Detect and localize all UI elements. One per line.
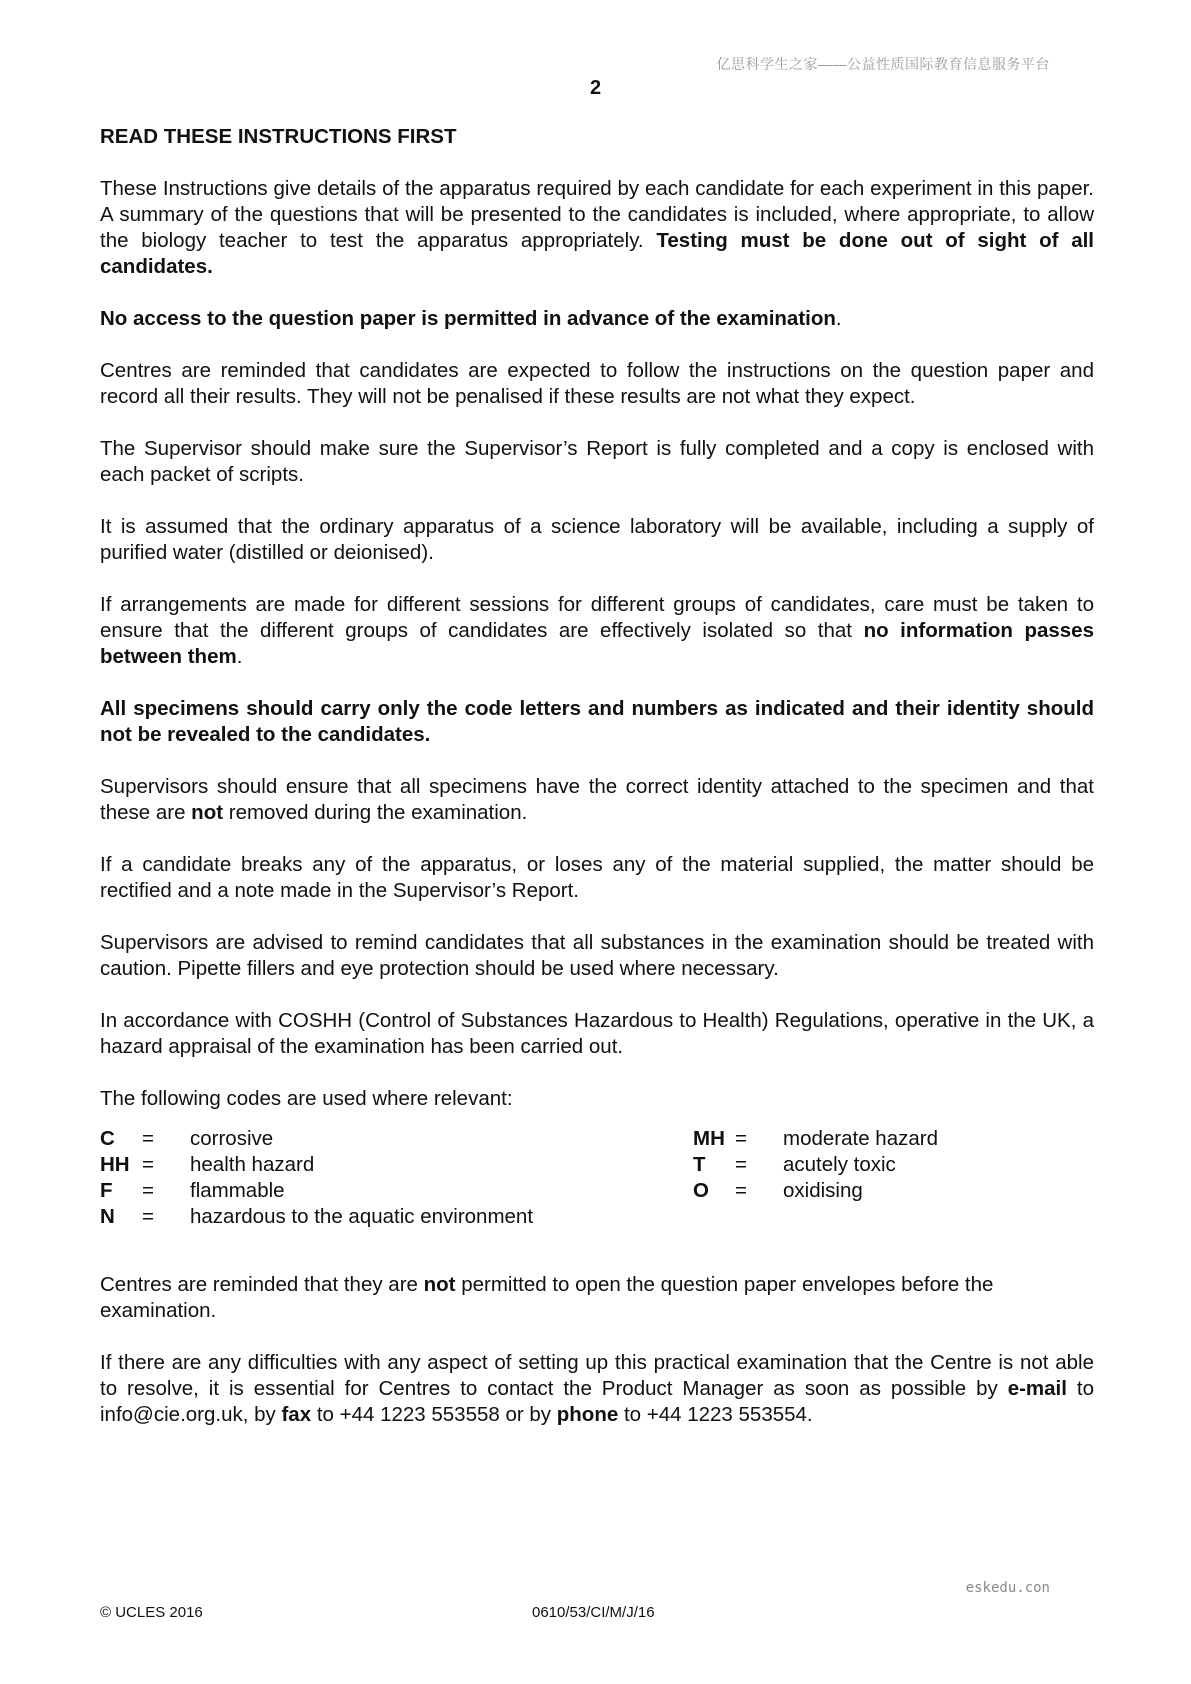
paragraph-bold: Testing must be done out of sight of all candidates. xyxy=(100,229,1094,278)
hazard-meaning: corrosive xyxy=(190,1127,274,1150)
paragraph-text: to info@cie.org.uk, by xyxy=(100,1377,1094,1426)
fax-label: fax xyxy=(281,1403,312,1426)
hazard-code: MH xyxy=(693,1127,725,1150)
hazard-code-row xyxy=(100,1152,533,1178)
paragraph-text: Supervisors should ensure that all specimens have the correct identity attached to the specimen and that these are xyxy=(100,775,1094,824)
equals-sign: = xyxy=(142,1179,154,1202)
paragraph-sessions xyxy=(100,592,1094,670)
paragraph-supervisor-report: The Supervisor should make sure the Supervisor’s Report is fully completed and a copy is enclosed with each packet of scripts. xyxy=(100,437,1094,486)
instructions-heading: READ THESE INSTRUCTIONS FIRST xyxy=(100,125,457,148)
paragraph-coshh: In accordance with COSHH (Control of Substances Hazardous to Health) Regulations, operative in the UK, a hazard appraisal of the examination has been carried out. xyxy=(100,1009,1094,1058)
hazard-code: F xyxy=(100,1179,113,1202)
paragraph-apparatus xyxy=(100,176,1094,280)
paragraph-contact xyxy=(100,1350,1094,1428)
paragraph-text: to +44 1223 553554. xyxy=(618,1403,813,1426)
paragraph-text: If arrangements are made for different sessions for different groups of candidates, care must be taken to ensure that the different groups of candidates are effectively isolated so that xyxy=(100,593,1094,642)
paragraph-caution: Supervisors are advised to remind candidates that all substances in the examination should be treated with caution. Pipette fillers and eye protection should be used where necessary. xyxy=(100,931,1094,980)
paragraph-no-access xyxy=(100,306,1094,332)
paragraph-bold: not xyxy=(191,801,224,824)
hazard-code: T xyxy=(693,1153,706,1176)
equals-sign: = xyxy=(142,1205,154,1228)
paragraph-codes-intro: The following codes are used where relevant: xyxy=(100,1087,513,1110)
equals-sign: = xyxy=(735,1127,747,1150)
paragraph-text: . xyxy=(835,307,842,330)
equals-sign: = xyxy=(142,1127,154,1150)
watermark-text: 亿思科学生之家——公益性质国际教育信息服务平台 xyxy=(716,56,1050,72)
paragraph-text: . xyxy=(236,645,243,668)
hazard-code-row xyxy=(693,1126,938,1152)
hazard-code-row xyxy=(100,1204,533,1230)
email-label: e-mail xyxy=(1007,1377,1067,1400)
hazard-meaning: health hazard xyxy=(190,1153,315,1176)
phone-label: phone xyxy=(556,1403,619,1426)
hazard-codes-left xyxy=(100,1126,533,1230)
equals-sign: = xyxy=(142,1153,154,1176)
paragraph-text: removed during the examination. xyxy=(223,801,528,824)
hazard-code-row xyxy=(693,1152,938,1178)
hazard-codes xyxy=(100,1126,1094,1230)
hazard-codes-right xyxy=(693,1126,938,1204)
hazard-meaning: acutely toxic xyxy=(783,1153,896,1176)
page-number: 2 xyxy=(589,77,602,99)
footer-copyright: © UCLES 2016 xyxy=(100,1604,203,1621)
hazard-meaning: hazardous to the aquatic environment xyxy=(190,1205,534,1228)
hazard-code-row xyxy=(100,1178,533,1204)
paragraph-breakage: If a candidate breaks any of the apparatus, or loses any of the material supplied, the matter should be rectified and a note made in the Supervisor’s Report. xyxy=(100,853,1094,902)
paragraph-specimen-identity xyxy=(100,774,1094,826)
equals-sign: = xyxy=(735,1179,747,1202)
paragraph-follow-instructions: Centres are reminded that candidates are expected to follow the instructions on the question paper and record all their results. They will not be penalised if these results are not what they expect. xyxy=(100,359,1094,408)
document-body xyxy=(100,124,1094,1454)
hazard-meaning: oxidising xyxy=(783,1179,863,1202)
hazard-meaning: moderate hazard xyxy=(783,1127,938,1150)
hazard-code: C xyxy=(100,1127,115,1150)
hazard-code: N xyxy=(100,1205,115,1228)
paragraph-bold: no information passes between them xyxy=(100,619,1094,668)
paragraph-text: If there are any difficulties with any aspect of setting up this practical examination that the Centre is not able to resolve, it is essential for Centres to contact the Product Manager as soon as possible by xyxy=(100,1351,1094,1400)
paragraph-specimens-code: All specimens should carry only the code letters and numbers as indicated and their identity should not be revealed to the candidates. xyxy=(100,697,1094,746)
paragraph-text: to +44 1223 553558 or by xyxy=(311,1403,557,1426)
hazard-code-row xyxy=(693,1178,938,1204)
paragraph-text: These Instructions give details of the apparatus required by each candidate for each experiment in this paper. A summary of the questions that will be presented to the candidates is included, where appropriate, to allow the biology teacher to test the apparatus appropriately. xyxy=(100,177,1094,252)
footer-paper-code: 0610/53/CI/M/J/16 xyxy=(532,1604,655,1621)
paragraph-bold: No access to the question paper is permitted in advance of the examination xyxy=(100,307,836,330)
footer-site-watermark: eskedu.con xyxy=(965,1580,1050,1596)
paragraph-text: permitted to open the question paper envelopes before the examination. xyxy=(100,1273,994,1322)
paragraph-envelopes xyxy=(100,1272,1094,1324)
paragraph-text: Centres are reminded that they are xyxy=(100,1273,424,1296)
hazard-code: O xyxy=(693,1179,709,1202)
hazard-code: HH xyxy=(100,1153,130,1176)
hazard-meaning: flammable xyxy=(190,1179,285,1202)
paragraph-apparatus-assumed: It is assumed that the ordinary apparatus of a science laboratory will be available, including a supply of purified water (distilled or deionised). xyxy=(100,515,1094,564)
paragraph-bold: not xyxy=(423,1273,456,1296)
equals-sign: = xyxy=(735,1153,747,1176)
hazard-code-row xyxy=(100,1126,533,1152)
